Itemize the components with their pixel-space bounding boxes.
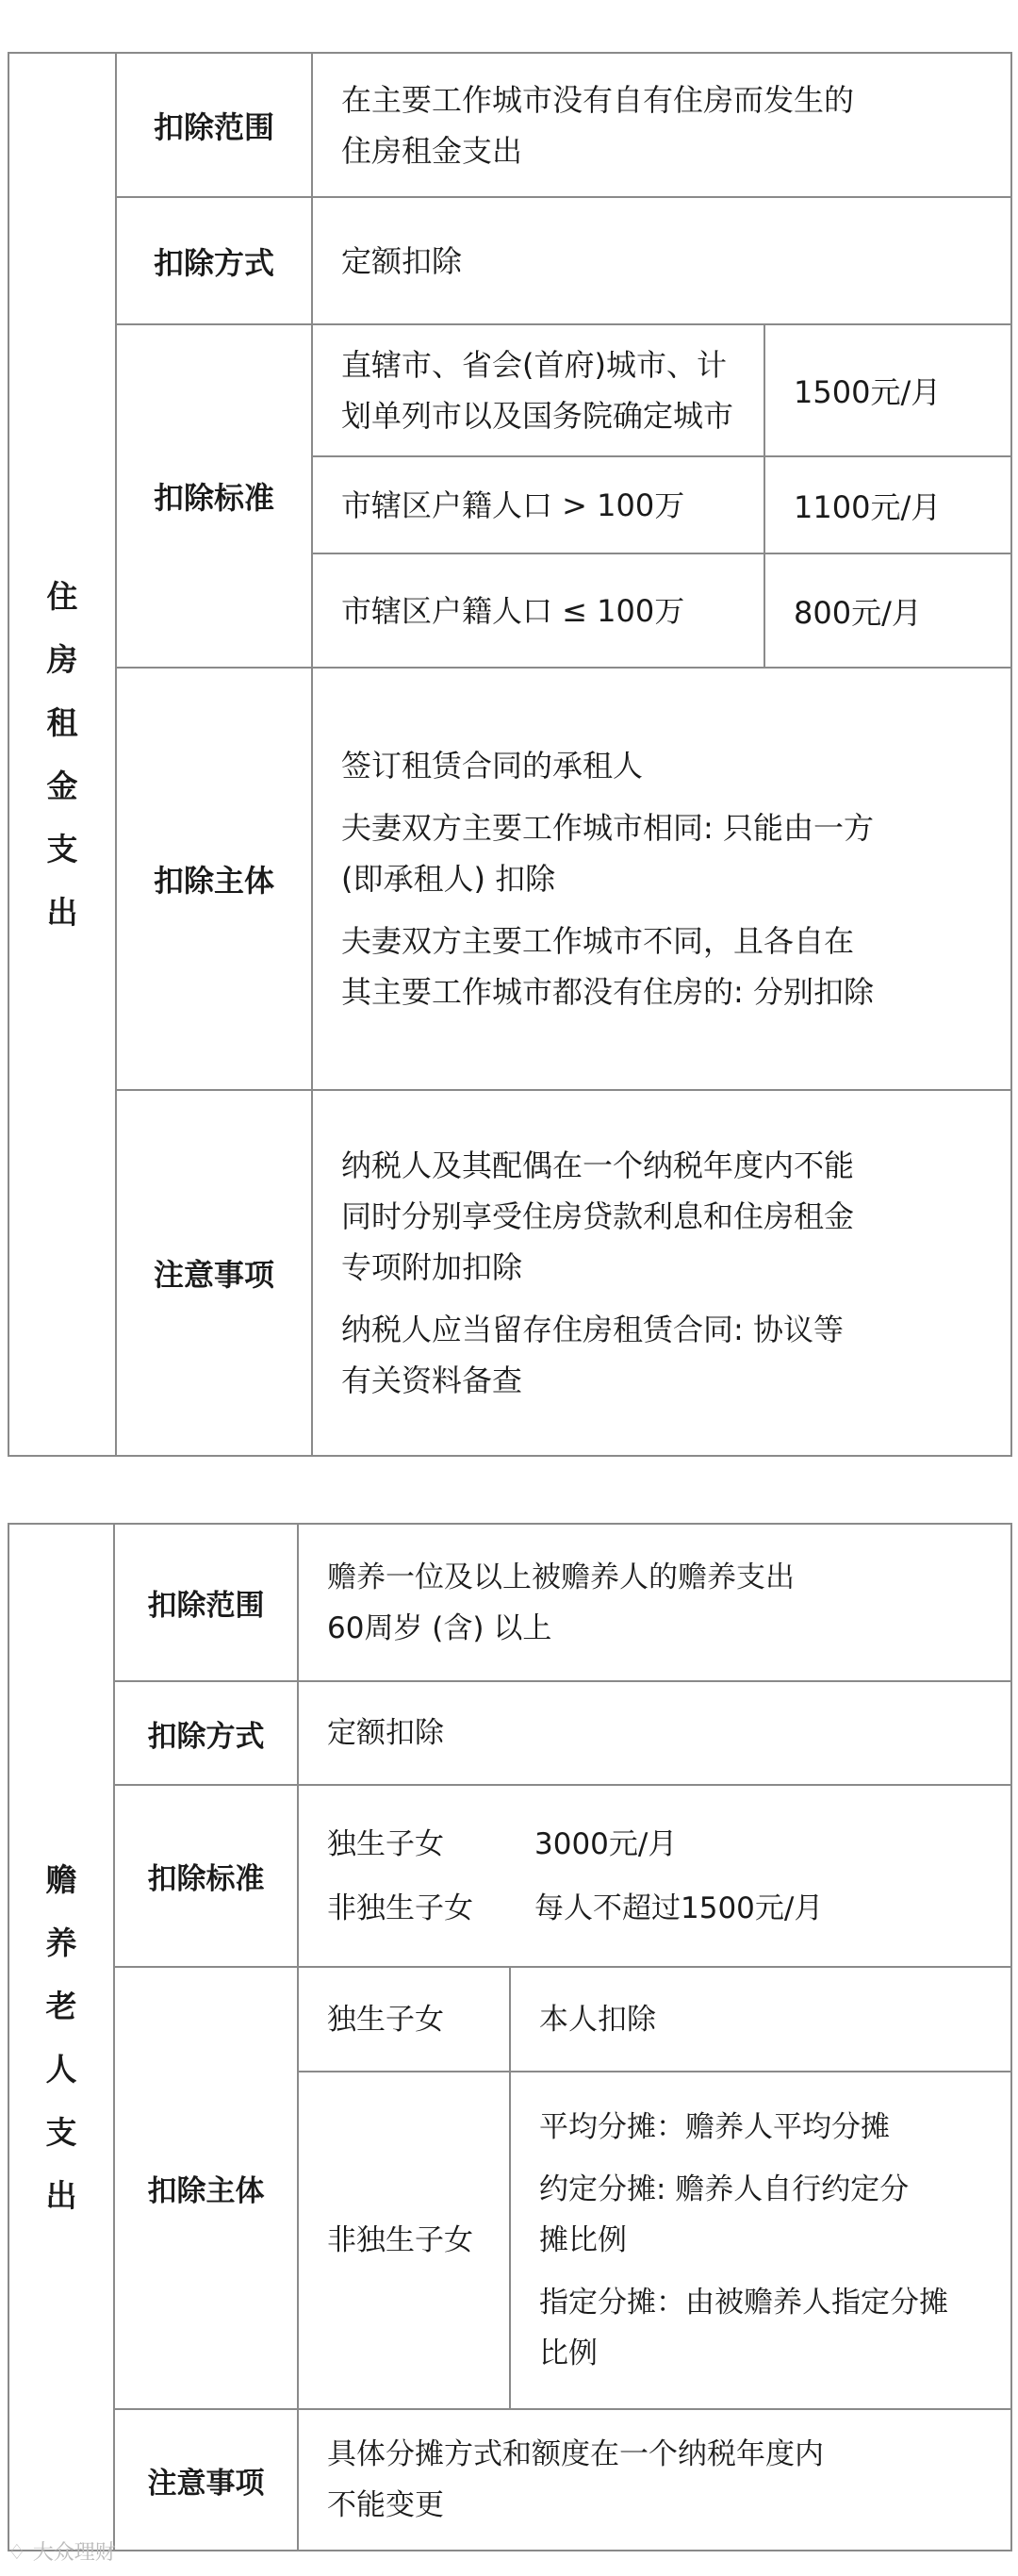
elderly-standard-row-1: 独生子女 3000元/月: [327, 1826, 678, 1861]
housing-notes-value: 纳税人及其配偶在一个纳税年度内不能 同时分别享受住房贷款利息和住房租金 专项附加扣除 纳税人应当留存住房租赁合同: 协议等 有关资料备查: [312, 1090, 1011, 1456]
housing-method-label: 扣除方式: [116, 197, 312, 324]
housing-rent-table: [8, 52, 1012, 1457]
elderly-method-label: 扣除方式: [114, 1681, 298, 1785]
housing-standard-amount-3: 800元/月: [764, 553, 1011, 668]
elderly-subject-only-child-type: 独生子女: [298, 1967, 510, 2072]
housing-standard-label: 扣除标准: [116, 324, 312, 668]
elderly-standard-label: 扣除标准: [114, 1785, 298, 1967]
housing-notes-label: 注意事项: [116, 1090, 312, 1456]
housing-subject-label: 扣除主体: [116, 668, 312, 1090]
elderly-title: 赡 养 老 人 支 出: [8, 1524, 114, 2551]
watermark-logo-icon: ♢: [8, 2541, 26, 2565]
housing-method-value: 定额扣除: [312, 197, 1011, 324]
elderly-subject-only-child-value: 本人扣除: [510, 1967, 1011, 2072]
housing-standard-row-3: 市辖区户籍人口 ≤ 100万: [312, 553, 764, 668]
elderly-notes-value: 具体分摊方式和额度在一个纳税年度内 不能变更: [298, 2409, 1011, 2551]
elderly-scope-label: 扣除范围: [114, 1524, 298, 1681]
elderly-subject-non-only-child-type: 非独生子女: [298, 2072, 510, 2409]
elderly-subject-label: 扣除主体: [114, 1967, 298, 2409]
elderly-subject-non-only-child-value: 平均分摊：赡养人平均分摊 约定分摊: 赡养人自行约定分 摊比例 指定分摊：由被赡养人指定分摊 比例: [510, 2072, 1011, 2409]
elderly-support-table: [8, 1523, 1012, 2551]
housing-standard-amount-2: 1100元/月: [764, 456, 1011, 553]
housing-scope-label: 扣除范围: [116, 53, 312, 197]
elderly-method-value: 定额扣除: [298, 1681, 1011, 1785]
watermark: ♢ 大众理财: [8, 2541, 116, 2565]
housing-standard-amount-1: 1500元/月: [764, 324, 1011, 456]
elderly-scope-value: 赡养一位及以上被赡养人的赡养支出 60周岁 (含) 以上: [298, 1524, 1011, 1681]
housing-standard-row-1: 直辖市、省会(首府)城市、计 划单列市以及国务院确定城市: [312, 324, 764, 456]
housing-scope-value: 在主要工作城市没有自有住房而发生的 住房租金支出: [312, 53, 1011, 197]
housing-standard-row-2: 市辖区户籍人口 > 100万: [312, 456, 764, 553]
elderly-standard-value: [298, 1785, 1011, 1967]
housing-subject-value: 签订租赁合同的承租人 夫妻双方主要工作城市相同: 只能由一方 (即承租人) 扣除 夫妻双方主要工作城市不同，且各自在 其主要工作城市都没有住房的: 分别扣除: [312, 668, 1011, 1090]
elderly-notes-label: 注意事项: [114, 2409, 298, 2551]
housing-title: 住 房 租 金 支 出: [8, 53, 116, 1456]
elderly-standard-row-2: 非独生子女 每人不超过1500元/月: [327, 1891, 824, 1925]
